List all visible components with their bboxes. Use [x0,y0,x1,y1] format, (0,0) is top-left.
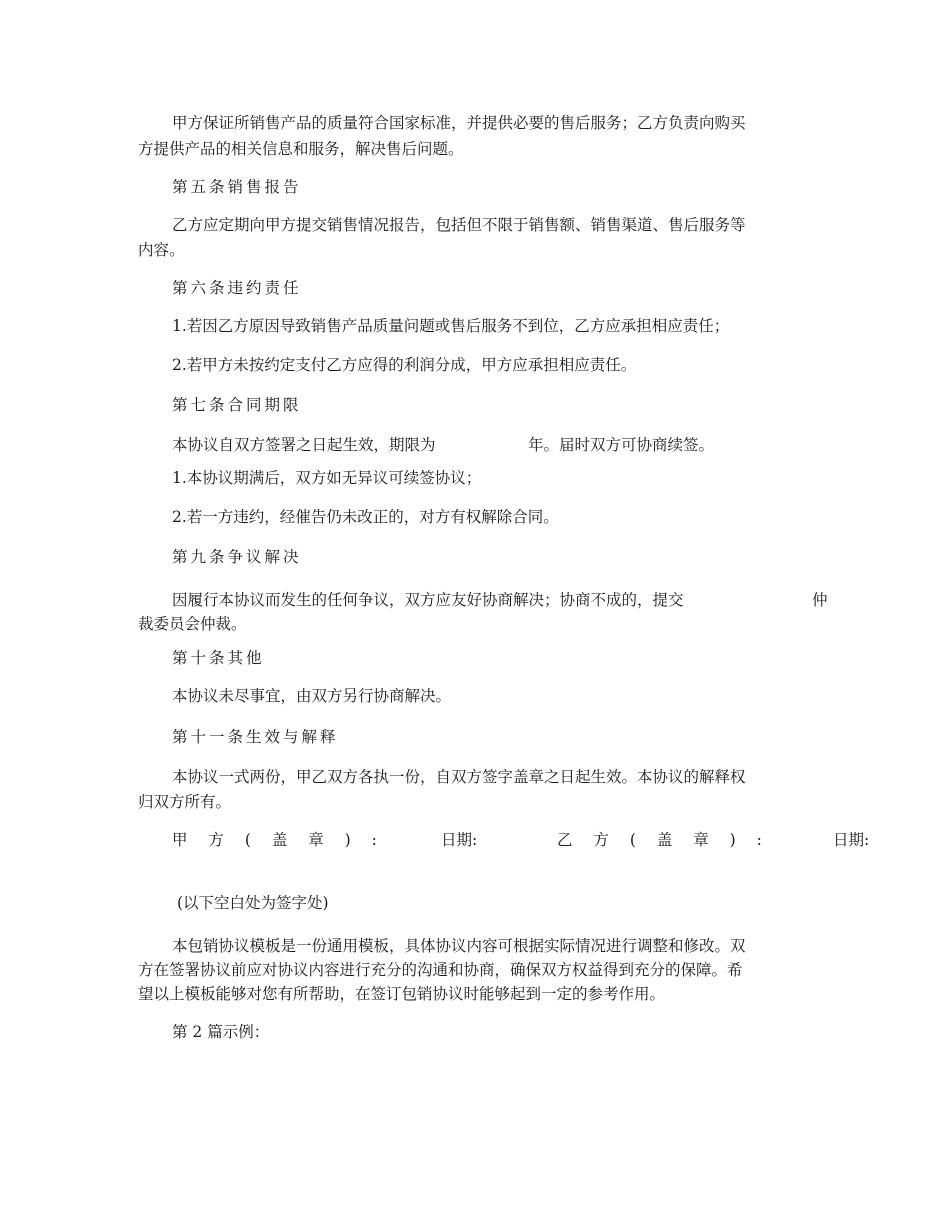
list-item: 1.若因乙方原因导致销售产品质量问题或售后服务不到位，乙方应承担相应责任； [172,317,730,335]
paragraph-line: 仲 [812,591,828,609]
paragraph-line: 因履行本协议而发生的任何争议，双方应友好协商解决；协商不成的，提交 [172,591,684,609]
paragraph-line: 方提供产品的相关信息和服务，解决售后问题。 [138,140,464,158]
paragraph-line: 方在签署协议前应对协议内容进行充分的沟通和协商，确保双方权益得到充分的保障。希 [138,961,743,979]
signature-party-b: 乙 方 ( 盖 章 ) : [557,831,770,849]
list-item: 2.若甲方未按约定支付乙方应得的利润分成，甲方应承担相应责任。 [172,356,637,374]
signature-party-a: 甲 方 ( 盖 章 ) : [172,831,385,849]
article-heading: 第十一条生效与解释 [172,728,339,746]
signature-date-a: 日期: [441,831,478,849]
paragraph-line: 甲方保证所销售产品的质量符合国家标准，并提供必要的售后服务；乙方负责向购买 [172,114,746,132]
article-heading: 第九条争议解决 [172,548,302,566]
paragraph-line: 裁委员会仲裁。 [138,615,247,633]
section-heading: 第 2 篇示例： [172,1023,270,1041]
list-item: 1.本协议期满后，双方如无异议可续签协议； [172,469,482,487]
paragraph-line: 本协议未尽事宜，由双方另行协商解决。 [172,687,452,705]
article-heading: 第十条其他 [172,649,265,667]
paragraph-line: 年。届时双方可协商续签。 [528,436,715,454]
paragraph-line: 本协议一式两份，甲乙双方各执一份，自双方签字盖章之日起生效。本协议的解释权 [172,768,746,786]
article-heading: 第六条违约责任 [172,279,302,297]
list-item: 2.若一方违约，经催告仍未改正的，对方有权解除合同。 [172,508,559,526]
paragraph-line: 内容。 [138,241,185,259]
article-heading: 第五条销售报告 [172,178,302,196]
signature-date-b: 日期: [833,831,870,849]
paragraph-line: 本包销协议模板是一份通用模板，具体协议内容可根据实际情况进行调整和修改。双 [172,937,746,955]
paragraph-line: 乙方应定期向甲方提交销售情况报告，包括但不限于销售额、销售渠道、售后服务等 [172,216,746,234]
blank-note: (以下空白处为签字处) [177,894,329,912]
paragraph-line: 归双方所有。 [138,793,232,811]
paragraph-line: 望以上模板能够对您有所帮助，在签订包销协议时能够起到一定的参考作用。 [138,985,666,1003]
paragraph-line: 本协议自双方签署之日起生效，期限为 [172,436,436,454]
article-heading: 第七条合同期限 [172,396,302,414]
